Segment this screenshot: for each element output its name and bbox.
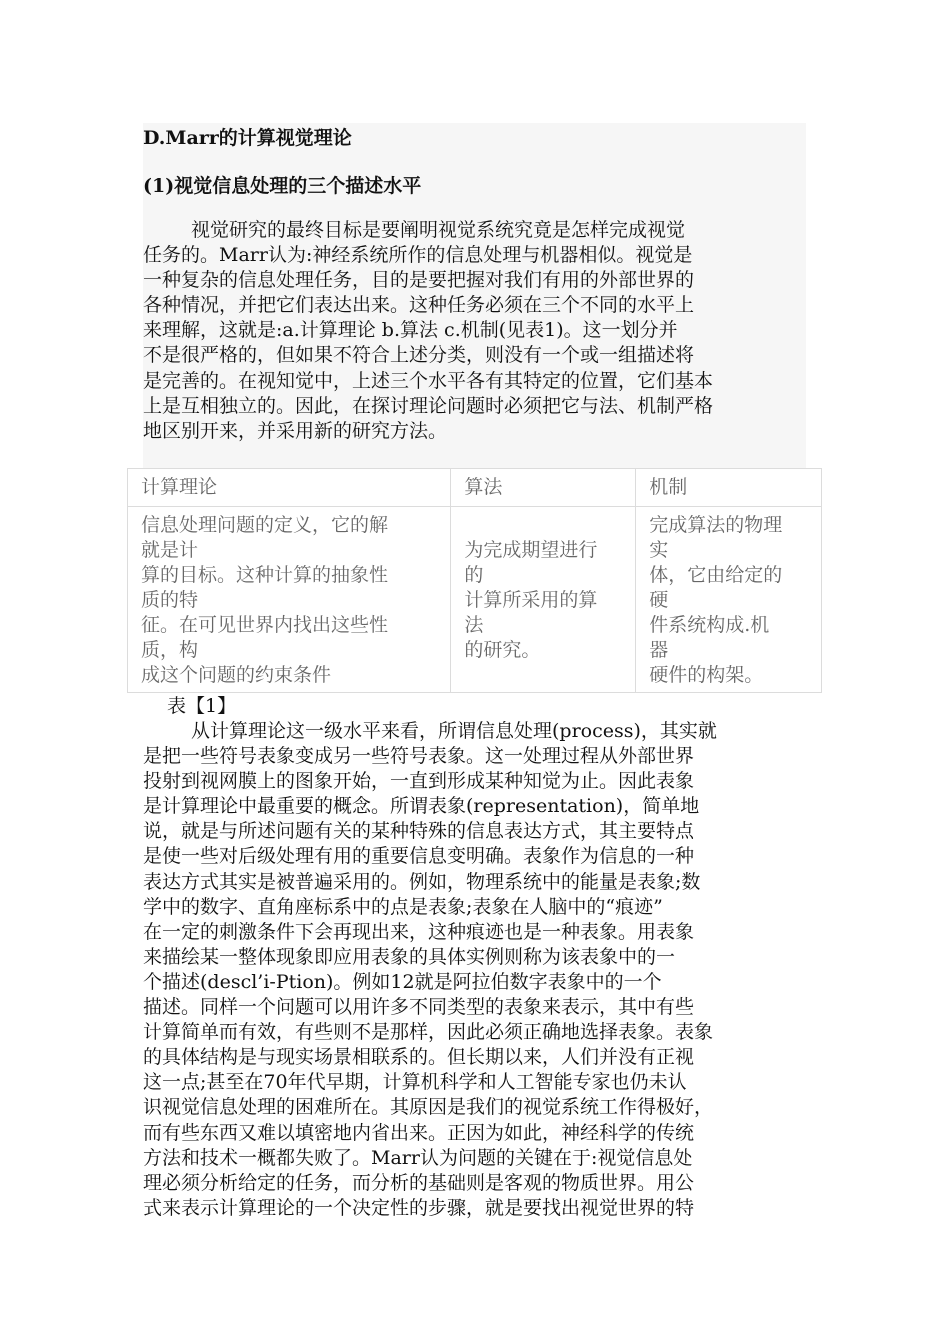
paragraph-line: 投射到视网膜上的图象开始，一直到形成某种知觉为止。因此表象 bbox=[143, 770, 695, 793]
levels-table bbox=[127, 468, 822, 693]
cell-line: 成这个问题的约束条件 bbox=[141, 664, 332, 686]
paragraph-line: 是把一些符号表象变成另一些符号表象。这一处理过程从外部世界 bbox=[143, 745, 695, 768]
cell-line: 计算所采用的算 bbox=[464, 589, 598, 611]
cell-line: 信息处理问题的定义，它的解 bbox=[141, 514, 389, 536]
cell-line: 法 bbox=[464, 614, 484, 636]
cell-line: 件系统构成.机 bbox=[649, 614, 770, 636]
paragraph-line: 上是互相独立的。因此，在探讨理论问题时必须把它与法、机制严格 bbox=[143, 394, 714, 417]
table-header-cell: 算法 bbox=[451, 469, 636, 507]
cell-line: 就是计 bbox=[141, 539, 199, 561]
cell-line: 质的特 bbox=[141, 589, 199, 611]
cell-line: 算的目标。这种计算的抽象性 bbox=[141, 564, 389, 586]
table-row bbox=[128, 507, 822, 693]
paragraph-line: 理必须分析给定的任务，而分析的基础则是客观的物质世界。用公 bbox=[143, 1171, 695, 1194]
cell-line: 的 bbox=[464, 564, 484, 586]
document-title: D.Marr的计算视觉理论 bbox=[143, 127, 352, 149]
paragraph-line: 地区别开来，并采用新的研究方法。 bbox=[143, 419, 448, 442]
paragraph-line: 从计算理论这一级水平来看，所谓信息处理(process)，其实就 bbox=[191, 720, 717, 742]
section-heading: (1)视觉信息处理的三个描述水平 bbox=[143, 175, 422, 197]
paragraph-line: 个描述(descl’i-Ption)。例如12就是阿拉伯数字表象中的一个 bbox=[143, 970, 662, 993]
paragraph-line: 各种情况，并把它们表达出来。这种任务必须在三个不同的水平上 bbox=[143, 294, 695, 317]
paragraph-line: 表达方式其实是被普遍采用的。例如，物理系统中的能量是表象;数 bbox=[143, 870, 701, 893]
paragraph-line: 是使一些对后级处理有用的重要信息变明确。表象作为信息的一种 bbox=[143, 845, 695, 868]
cell-line: 硬件的构架。 bbox=[649, 664, 764, 686]
cell-line: 器 bbox=[649, 639, 669, 661]
paragraph-line: 来理解，这就是:a.计算理论 b.算法 c.机制(见表1)。这一划分并 bbox=[143, 319, 678, 342]
table-header-cell: 机制 bbox=[636, 469, 822, 507]
paragraph-line: 一种复杂的信息处理任务，目的是要把握对我们有用的外部世界的 bbox=[143, 269, 695, 292]
cell-line: 征。在可见世界内找出这些性 bbox=[141, 614, 389, 636]
paragraph-line: 说，就是与所述问题有关的某种特殊的信息表达方式，其主要特点 bbox=[143, 820, 695, 843]
table-header-row bbox=[128, 469, 822, 507]
paragraph-line: 是计算理论中最重要的概念。所谓表象(representation)，简单地 bbox=[143, 795, 700, 818]
cell-line: 完成算法的物理 bbox=[649, 514, 783, 536]
paragraph-line: 来描绘某一整体现象即应用表象的具体实例则称为该表象中的一 bbox=[143, 945, 676, 968]
table-cell-mechanism bbox=[636, 507, 822, 693]
paragraph-line: 方法和技术一概都失败了。Marr认为问题的关键在于:视觉信息处 bbox=[143, 1146, 693, 1169]
paragraph-line: 不是很严格的，但如果不符合上述分类，则没有一个或一组描述将 bbox=[143, 344, 695, 367]
table-caption: 表【1】 bbox=[167, 695, 237, 717]
paragraph-line: 任务的。Marr认为:神经系统所作的信息处理与机器相似。视觉是 bbox=[143, 244, 693, 267]
cell-line: 的研究。 bbox=[464, 639, 541, 661]
paragraph-line: 识视觉信息处理的困难所在。其原因是我们的视觉系统工作得极好， bbox=[143, 1096, 714, 1119]
paragraph-line: 描述。同样一个问题可以用许多不同类型的表象来表示，其中有些 bbox=[143, 996, 695, 1019]
cell-line: 实 bbox=[649, 539, 669, 561]
table-cell-computational-theory bbox=[128, 507, 451, 693]
paragraph-line: 式来表示计算理论的一个决定性的步骤，就是要找出视觉世界的特 bbox=[143, 1196, 695, 1219]
table-cell-algorithm bbox=[451, 507, 636, 693]
cell-line: 体，它由给定的 bbox=[649, 564, 783, 586]
cell-line: 硬 bbox=[649, 589, 669, 611]
paragraph-line: 是完善的。在视知觉中，上述三个水平各有其特定的位置，它们基本 bbox=[143, 369, 714, 392]
cell-line: 质，构 bbox=[141, 639, 199, 661]
paragraph-line: 视觉研究的最终目标是要阐明视觉系统究竟是怎样完成视觉 bbox=[191, 219, 686, 241]
paragraph-line: 这一点;甚至在70年代早期，计算机科学和人工智能专家也仍未认 bbox=[143, 1071, 687, 1094]
paragraph-line: 在一定的刺激条件下会再现出来，这种痕迹也是一种表象。用表象 bbox=[143, 920, 695, 943]
body-paragraph bbox=[143, 719, 823, 1221]
cell-line: 为完成期望进行 bbox=[464, 539, 598, 561]
intro-paragraph bbox=[143, 218, 806, 444]
paragraph-line: 的具体结构是与现实场景相联系的。但长期以来，人们并没有正视 bbox=[143, 1046, 695, 1069]
paragraph-line: 学中的数字、直角座标系中的点是表象;表象在人脑中的“痕迹” bbox=[143, 895, 663, 918]
table-header-cell: 计算理论 bbox=[128, 469, 451, 507]
paragraph-line: 计算简单而有效，有些则不是那样，因此必须正确地选择表象。表象 bbox=[143, 1021, 714, 1044]
paragraph-line: 而有些东西又难以填密地内省出来。正因为如此，神经科学的传统 bbox=[143, 1121, 695, 1144]
